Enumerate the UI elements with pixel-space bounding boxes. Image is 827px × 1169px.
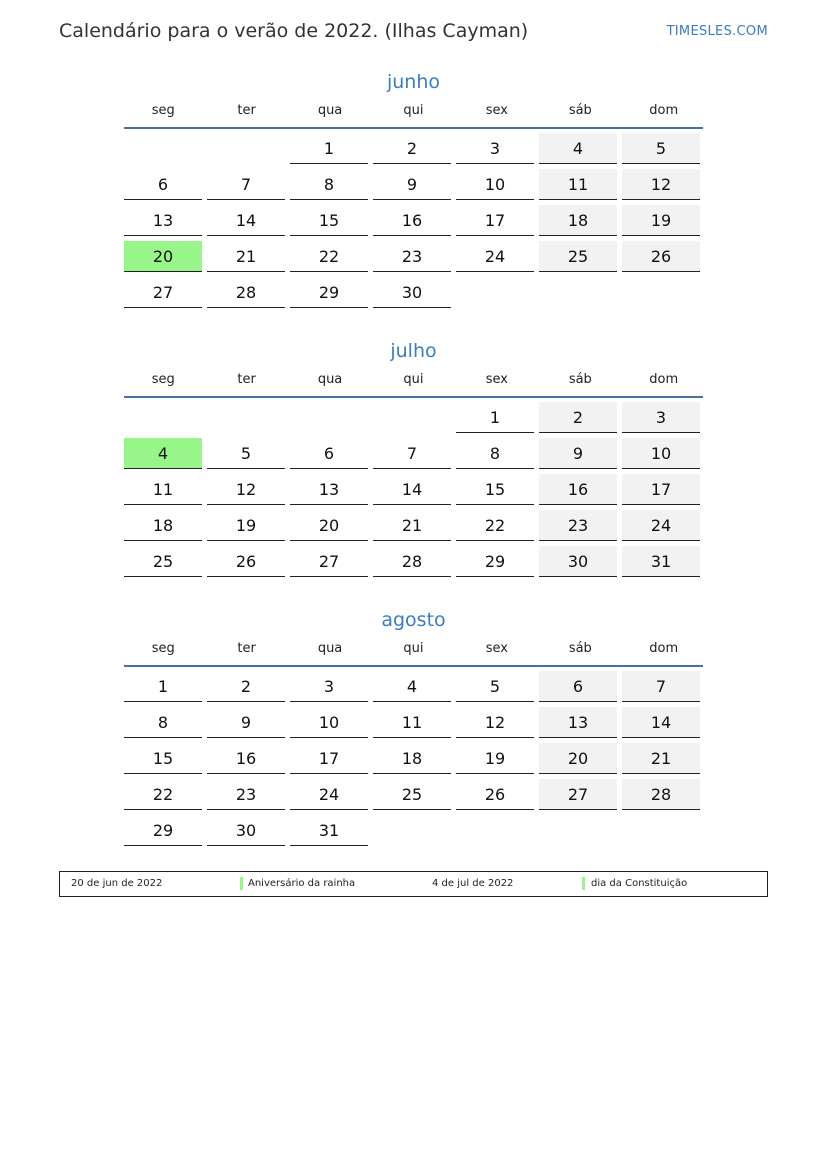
day-cell: 14 (207, 205, 285, 236)
day-cell: 17 (290, 743, 368, 774)
weekday-label: dom (649, 103, 679, 118)
day-cell: 13 (290, 474, 368, 505)
weekend-day-cell: 9 (539, 438, 617, 469)
weekday-label: seg (151, 641, 175, 656)
page-title: Calendário para o verão de 2022. (Ilhas Cayman) (59, 20, 529, 42)
weekday-label: ter (237, 103, 256, 118)
day-cell: 16 (373, 205, 451, 236)
week-row (124, 815, 703, 847)
day-cell: 12 (456, 707, 534, 738)
weekend-day-cell: 20 (539, 743, 617, 774)
header-divider (124, 396, 703, 398)
weekend-day-cell: 3 (622, 402, 700, 433)
day-cell: 9 (373, 169, 451, 200)
weekday-header-row (124, 637, 703, 665)
day-cell: 29 (456, 546, 534, 577)
legend-holiday-name: Aniversário da rainha (248, 878, 356, 889)
day-cell: 5 (207, 438, 285, 469)
day-cell: 21 (207, 241, 285, 272)
weekend-day-cell: 14 (622, 707, 700, 738)
day-cell: 1 (124, 671, 202, 702)
empty-day-cell (539, 277, 617, 308)
brand-link[interactable]: TIMESLES.COM (666, 24, 768, 39)
day-cell: 8 (290, 169, 368, 200)
weekday-label: sex (485, 372, 509, 387)
day-cell: 29 (290, 277, 368, 308)
weekend-day-cell: 6 (539, 671, 617, 702)
weekend-day-cell: 31 (622, 546, 700, 577)
day-cell: 2 (207, 671, 285, 702)
day-cell: 28 (207, 277, 285, 308)
empty-day-cell (539, 815, 617, 846)
empty-day-cell (622, 815, 700, 846)
legend-color-marker (582, 877, 585, 890)
week-row (124, 474, 703, 506)
weekend-day-cell: 21 (622, 743, 700, 774)
empty-day-cell (456, 277, 534, 308)
weekday-label: dom (649, 372, 679, 387)
week-row (124, 402, 703, 434)
day-cell: 6 (124, 169, 202, 200)
day-cell: 11 (373, 707, 451, 738)
week-row (124, 671, 703, 703)
day-cell: 28 (373, 546, 451, 577)
weekday-label: sáb (568, 103, 592, 118)
day-cell: 25 (373, 779, 451, 810)
month-calendar (124, 68, 703, 309)
day-cell: 19 (207, 510, 285, 541)
empty-day-cell (290, 402, 368, 433)
week-row (124, 546, 703, 578)
weekday-label: dom (649, 641, 679, 656)
day-cell: 29 (124, 815, 202, 846)
holiday-day-cell: 4 (124, 438, 202, 469)
weekend-day-cell: 16 (539, 474, 617, 505)
day-cell: 17 (456, 205, 534, 236)
day-cell: 19 (456, 743, 534, 774)
week-row (124, 707, 703, 739)
day-cell: 2 (373, 133, 451, 164)
day-cell: 9 (207, 707, 285, 738)
day-cell: 24 (456, 241, 534, 272)
month-calendar (124, 337, 703, 578)
weekend-day-cell: 26 (622, 241, 700, 272)
day-cell: 20 (290, 510, 368, 541)
empty-day-cell (373, 815, 451, 846)
empty-day-cell (456, 815, 534, 846)
month-name: agosto (381, 609, 446, 631)
header-divider (124, 127, 703, 129)
day-cell: 30 (207, 815, 285, 846)
weekday-label: qui (403, 103, 424, 118)
weekday-label: sáb (568, 641, 592, 656)
weekday-header-row (124, 99, 703, 127)
day-cell: 26 (207, 546, 285, 577)
weekend-day-cell: 10 (622, 438, 700, 469)
week-row (124, 743, 703, 775)
month-calendar (124, 606, 703, 847)
weekend-day-cell: 19 (622, 205, 700, 236)
legend-date: 20 de jun de 2022 (71, 878, 163, 889)
day-cell: 12 (207, 474, 285, 505)
weekday-label: sex (485, 103, 509, 118)
header-divider (124, 665, 703, 667)
weekend-day-cell: 23 (539, 510, 617, 541)
day-cell: 11 (124, 474, 202, 505)
day-cell: 7 (207, 169, 285, 200)
weekend-day-cell: 13 (539, 707, 617, 738)
day-cell: 25 (124, 546, 202, 577)
weekend-day-cell: 12 (622, 169, 700, 200)
day-cell: 16 (207, 743, 285, 774)
day-cell: 23 (373, 241, 451, 272)
week-row (124, 779, 703, 811)
empty-day-cell (124, 402, 202, 433)
day-cell: 8 (456, 438, 534, 469)
day-cell: 7 (373, 438, 451, 469)
weekday-label: qua (317, 103, 343, 118)
month-name: junho (386, 71, 441, 93)
weekend-day-cell: 17 (622, 474, 700, 505)
weekday-label: qui (403, 641, 424, 656)
day-cell: 23 (207, 779, 285, 810)
day-cell: 10 (290, 707, 368, 738)
weekday-label: qui (403, 372, 424, 387)
day-cell: 22 (456, 510, 534, 541)
day-cell: 26 (456, 779, 534, 810)
week-row (124, 205, 703, 237)
day-cell: 3 (456, 133, 534, 164)
day-cell: 27 (124, 277, 202, 308)
weekend-day-cell: 28 (622, 779, 700, 810)
legend-color-marker (240, 877, 243, 890)
empty-day-cell (124, 133, 202, 164)
week-row (124, 133, 703, 165)
day-cell: 1 (290, 133, 368, 164)
day-cell: 4 (373, 671, 451, 702)
weekend-day-cell: 18 (539, 205, 617, 236)
day-cell: 22 (290, 241, 368, 272)
day-cell: 15 (290, 205, 368, 236)
weekday-label: sex (485, 641, 509, 656)
day-cell: 3 (290, 671, 368, 702)
weekend-day-cell: 2 (539, 402, 617, 433)
day-cell: 6 (290, 438, 368, 469)
weekday-label: qua (317, 372, 343, 387)
day-cell: 10 (456, 169, 534, 200)
weekday-label: ter (237, 641, 256, 656)
day-cell: 15 (124, 743, 202, 774)
weekday-header-row (124, 368, 703, 396)
day-cell: 24 (290, 779, 368, 810)
day-cell: 21 (373, 510, 451, 541)
day-cell: 13 (124, 205, 202, 236)
empty-day-cell (207, 402, 285, 433)
day-cell: 1 (456, 402, 534, 433)
day-cell: 27 (290, 546, 368, 577)
empty-day-cell (207, 133, 285, 164)
weekend-day-cell: 5 (622, 133, 700, 164)
day-cell: 5 (456, 671, 534, 702)
weekday-label: seg (151, 103, 175, 118)
weekend-day-cell: 30 (539, 546, 617, 577)
day-cell: 18 (373, 743, 451, 774)
day-cell: 31 (290, 815, 368, 846)
holiday-legend (59, 871, 768, 897)
weekend-day-cell: 11 (539, 169, 617, 200)
weekend-day-cell: 4 (539, 133, 617, 164)
day-cell: 8 (124, 707, 202, 738)
week-row (124, 169, 703, 201)
weekend-day-cell: 24 (622, 510, 700, 541)
empty-day-cell (622, 277, 700, 308)
weekend-day-cell: 27 (539, 779, 617, 810)
day-cell: 15 (456, 474, 534, 505)
week-row (124, 510, 703, 542)
week-row (124, 277, 703, 309)
weekend-day-cell: 7 (622, 671, 700, 702)
week-row (124, 438, 703, 470)
legend-date: 4 de jul de 2022 (432, 878, 514, 889)
day-cell: 22 (124, 779, 202, 810)
day-cell: 18 (124, 510, 202, 541)
weekend-day-cell: 25 (539, 241, 617, 272)
weekday-label: sáb (568, 372, 592, 387)
empty-day-cell (373, 402, 451, 433)
month-name: julho (390, 340, 437, 362)
weekday-label: ter (237, 372, 256, 387)
day-cell: 30 (373, 277, 451, 308)
week-row (124, 241, 703, 273)
holiday-day-cell: 20 (124, 241, 202, 272)
weekday-label: seg (151, 372, 175, 387)
weekday-label: qua (317, 641, 343, 656)
day-cell: 14 (373, 474, 451, 505)
page-header (59, 18, 768, 48)
legend-holiday-name: dia da Constituição (591, 878, 688, 889)
